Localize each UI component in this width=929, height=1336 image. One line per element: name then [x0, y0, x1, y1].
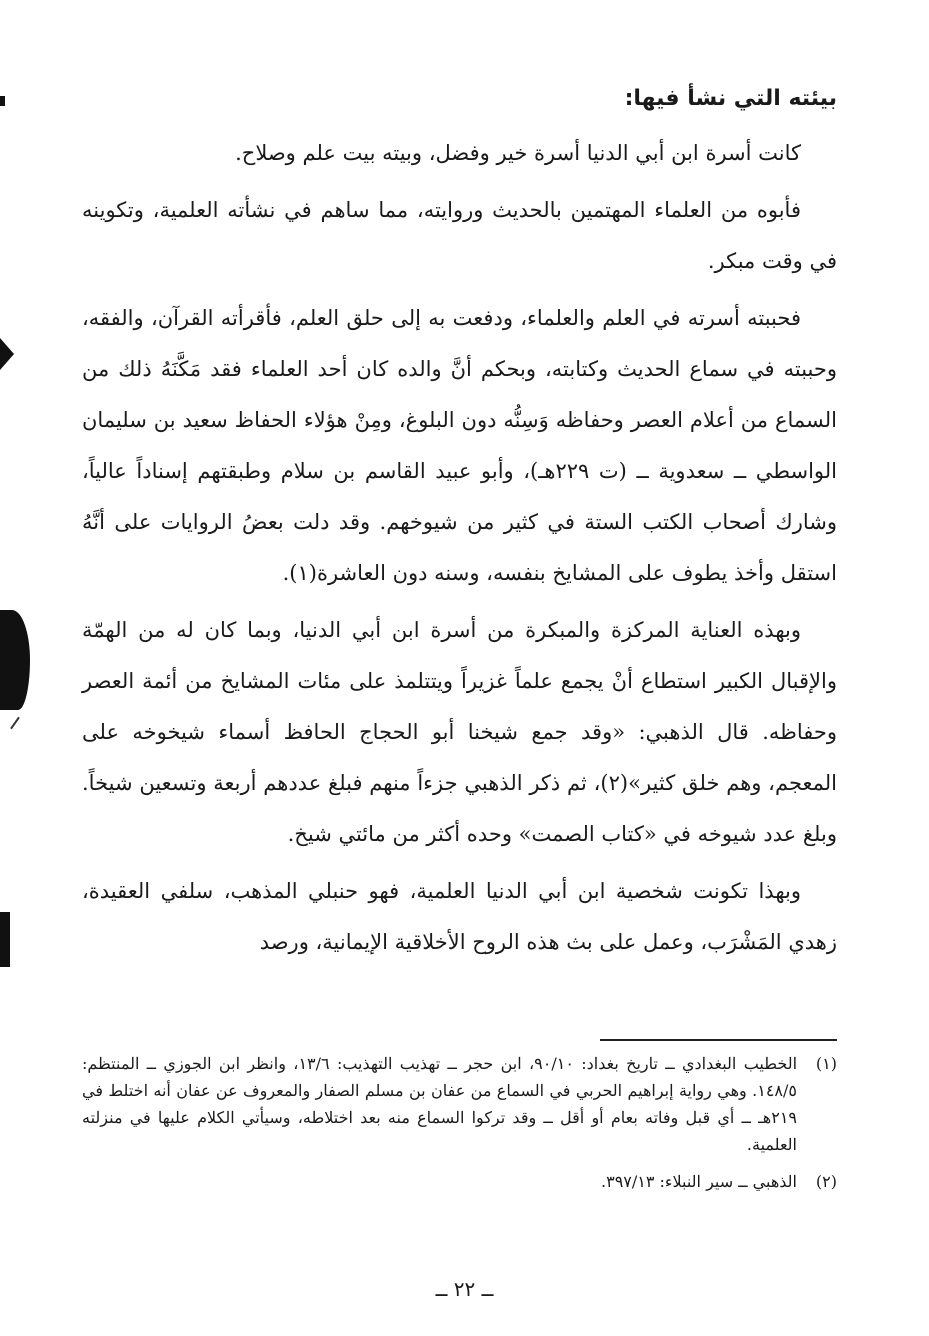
footnote-text: الذهبي ــ سير النبلاء: ٣٩٧/١٣. [601, 1172, 797, 1191]
paragraph: وبهذا تكونت شخصية ابن أبي الدنيا العلمية، فهو حنبلي المذهب، سلفي العقيدة، زهدي المَشْرَب، وعمل على بث هذه الروح الأخلاقية الإيمانية، ورصد [82, 879, 837, 954]
footnote [82, 1168, 837, 1195]
paragraph: وبهذه العناية المركزة والمبكرة من أسرة ابن أبي الدنيا، وبما كان له من الهمّة والإقبال الكبير استطاع أنْ يجمع علماً غزيراً ويتتلمذ على مئات المشايخ من أئمة العصر وحفاظه. قال الذهبي: «وقد جمع شيخنا أبو الحجاج الحافظ أسماء شيخوخه على المعجم، وهم خلق كثير»(٢)، ثم ذكر الذهبي جزءاً منهم فبلغ عددهم أربعة وتسعين شيخاً. وبلغ عدد شيوخه في «كتاب الصمت» وحده أكثر من مائتي شيخ. [82, 618, 837, 846]
paragraph: فحببته أسرته في العلم والعلماء، ودفعت به إلى حلق العلم، فأقرأته القرآن، والفقه، وحببته في سماع الحديث وكتابته، وبحكم أنَّ والده كان أحد العلماء فقد مَكَّنَهُ ذلك من السماع من أعلام العصر وحفاظه وَسِنُّه دون البلوغ، ومِنْ هؤلاء الحفاظ سعيد بن سليمان الواسطي ــ سعدوية ــ (ت ٢٢٩هـ)، وأبو عبيد القاسم بن سلام وطبقتهم إسناداً عالياً، وشارك أصحاب الكتب الستة في كثير من شيوخهم. وقد دلت بعضُ الروايات على أنَّهُ استقل وأخذ يطوف على المشايخ بنفسه، وسنه دون العاشرة(١). [82, 306, 838, 585]
footnote-number: (١) [815, 1054, 837, 1073]
footnote-number: (٢) [815, 1172, 837, 1191]
scan-edge-mark [0, 338, 14, 370]
scan-edge-mark [0, 96, 5, 106]
scan-edge-mark [10, 717, 20, 730]
paragraph: فأبوه من العلماء المهتمين بالحديث وروايته، مما ساهم في نشأته العلمية، وتكوينه في وقت مبكر. [82, 198, 837, 273]
footnote-separator [600, 1039, 837, 1041]
scan-edge-mark [0, 610, 30, 710]
main-text [82, 84, 837, 968]
section-heading: بيئته التي نشأ فيها: [624, 86, 837, 111]
footnote-text: الخطيب البغدادي ــ تاريخ بغداد: ٩٠/١٠، ابن حجر ــ تهذيب التهذيب: ١٣/٦، وانظر ابن الجوزي ــ المنتظم: ١٤٨/٥. وهي رواية إبراهيم الحربي في السماع من عفان بن مسلم الصفار والمعروف عن عفان أنه اختلط في ٢١٩هـ ــ أي قبل وفاته بعام أو أقل ــ وقد تركوا السماع منه بعد اختلاطه، وسيأتي الكلام عليها في منزلته العلمية. [82, 1054, 798, 1154]
paragraph: كانت أسرة ابن أبي الدنيا أسرة خير وفضل، وبيته بيت علم وصلاح. [235, 141, 801, 165]
scan-edge-mark [0, 912, 10, 967]
page-number: ــ ٢٢ ــ [435, 1277, 494, 1301]
footnotes [82, 1050, 837, 1205]
footnote [82, 1050, 837, 1158]
